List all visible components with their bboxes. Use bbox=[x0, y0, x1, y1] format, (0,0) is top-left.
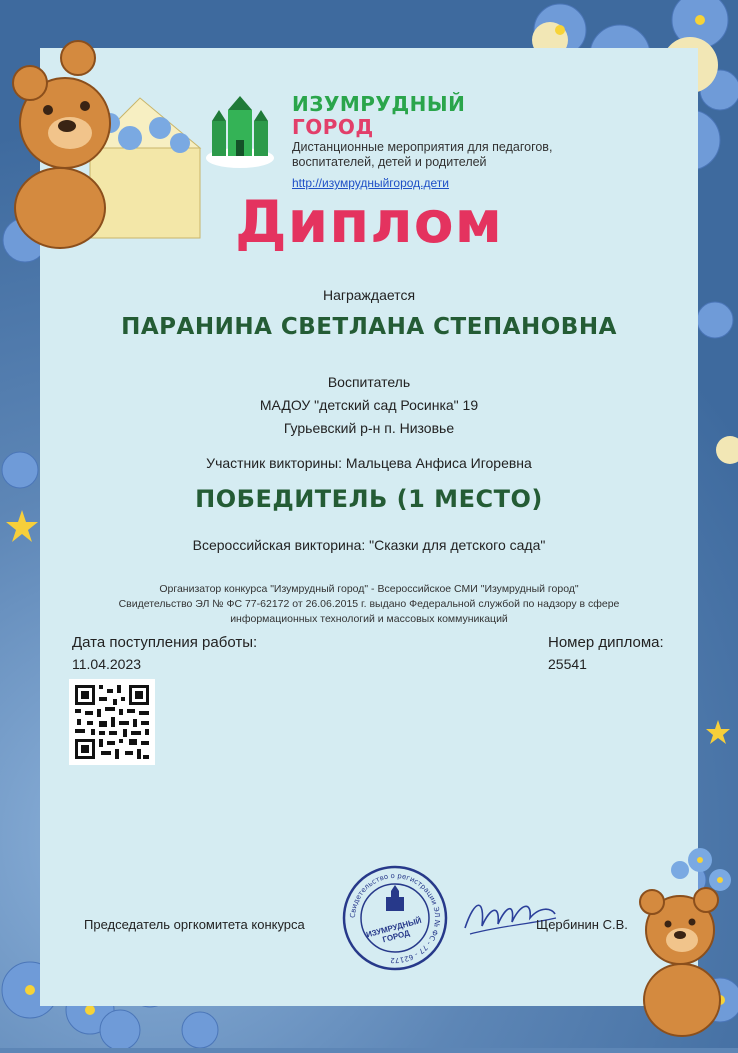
teddy-bear-corner-illustration bbox=[620, 840, 738, 1048]
organizer-tagline: Дистанционные мероприятия для педагогов, воспитателей, детей и родителей bbox=[292, 140, 553, 169]
stamp-ring-text: Свидетельство о регистрации ЭЛ № ФС - 77 - 62172 bbox=[348, 871, 442, 965]
submission-date-label: Дата поступления работы: bbox=[72, 634, 258, 651]
legal-line-1: Организатор конкурса "Изумрудный город" - Всероссийское СМИ "Изумрудный город" bbox=[159, 583, 579, 595]
contest-name: Всероссийская викторина: "Сказки для детского сада" bbox=[192, 537, 546, 553]
stamp-seal-icon bbox=[342, 865, 448, 971]
logo-line-1: ИЗУМРУДНЫЙ bbox=[292, 92, 466, 116]
recipient-position: Воспитатель bbox=[327, 374, 411, 390]
qr-code[interactable] bbox=[69, 679, 155, 765]
logo-line-2: ГОРОД bbox=[292, 115, 374, 139]
qr-code-icon bbox=[69, 679, 155, 765]
stamp-center-text: ИЗУМРУДНЫЙ ГОРОД bbox=[365, 915, 423, 945]
recipient-location: Гурьевский р-н п. Низовье bbox=[283, 420, 455, 436]
submission-date-value: 11.04.2023 bbox=[72, 656, 142, 672]
result-placement: ПОБЕДИТЕЛЬ (1 МЕСТО) bbox=[195, 485, 543, 513]
participant-line: Участник викторины: Мальцева Анфиса Игоревна bbox=[206, 455, 532, 471]
legal-line-3: информационных технологий и массовых коммуникаций bbox=[230, 613, 508, 625]
organizer-stamp bbox=[342, 865, 448, 971]
awarded-label: Награждается bbox=[322, 287, 416, 303]
recipient-institution: МАДОУ "детский сад Росинка" 19 bbox=[259, 397, 479, 413]
organizer-website-link[interactable]: http://изумрудныйгород.дети bbox=[292, 176, 449, 190]
chairman-label: Председатель оргкомитета конкурса bbox=[84, 917, 305, 932]
emerald-castle-logo-icon bbox=[204, 96, 276, 170]
legal-line-2: Свидетельство ЭЛ № ФС 77-62172 от 26.06.2015 г. выдано Федеральной службой по надзору в сфере bbox=[118, 598, 620, 610]
recipient-name: ПАРАНИНА СВЕТЛАНА СТЕПАНОВНА bbox=[121, 314, 617, 340]
chairman-name: Щербинин С.В. bbox=[536, 917, 628, 932]
organizer-logo-text bbox=[292, 93, 465, 139]
diploma-title: Диплом bbox=[234, 188, 504, 256]
diploma-number-label: Номер диплома: bbox=[548, 634, 664, 651]
diploma-number-value: 25541 bbox=[548, 656, 587, 672]
